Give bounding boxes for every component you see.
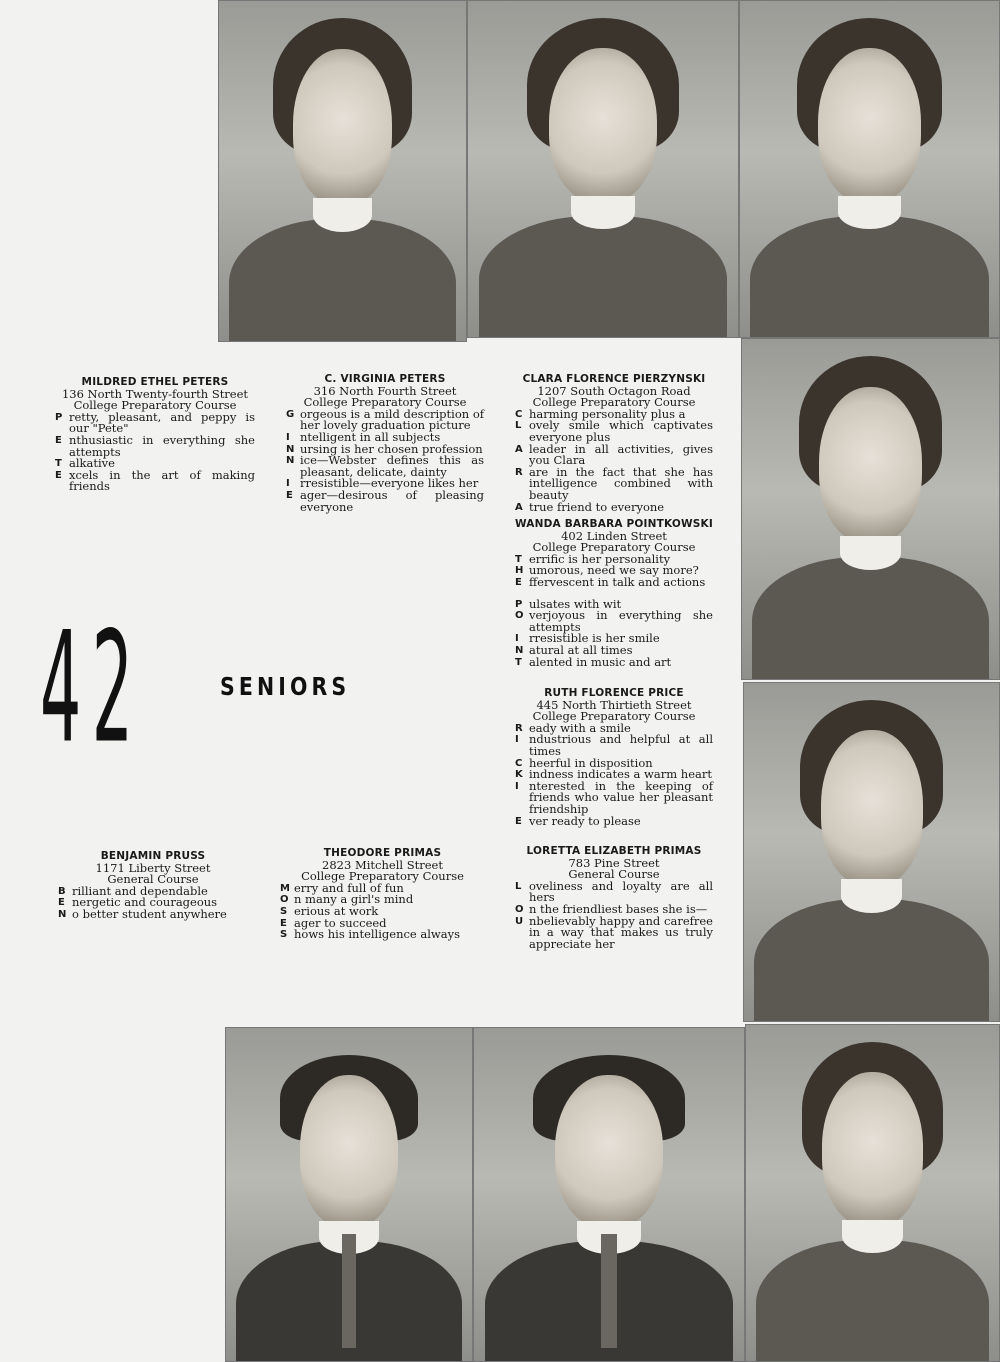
acrostic-line: E ver ready to please: [515, 813, 641, 828]
portrait-photo-loretta-primas: [745, 1024, 1000, 1362]
acrostic-line: E xcels in the art of making friends: [55, 467, 255, 494]
portrait-photo-benjamin-pruss: [225, 1027, 473, 1362]
acrostic-line: R are in the fact that she has intelligence combined with beauty: [515, 464, 713, 502]
senior-address: 402 Linden Street: [561, 528, 667, 543]
acrostic-line: E ager to succeed: [280, 915, 387, 930]
senior-address: 316 North Fourth Street: [313, 383, 457, 398]
senior-course: College Preparatory Course: [532, 540, 696, 555]
senior-entry-benjamin-pruss: [58, 851, 248, 921]
senior-course: General Course: [107, 872, 199, 887]
section-title: SENIORS: [220, 672, 351, 701]
senior-course: College Preparatory Course: [73, 398, 237, 413]
acrostic-line: A true friend to everyone: [515, 499, 665, 514]
acrostic-line: O verjoyous in everything she attempts: [515, 608, 713, 634]
senior-course: College Preparatory Course: [303, 395, 467, 410]
portrait-photo-wanda-pointkowski: [741, 338, 1000, 680]
senior-name: C. VIRGINIA PETERS: [324, 373, 446, 385]
acrostic-line: R eady with a smile: [515, 720, 631, 735]
acrostic-line: M erry and full of fun: [280, 880, 404, 895]
portrait-photo-clara-pierzynski: [739, 0, 1000, 338]
acrostic-line: P retty, pleasant, and peppy is our "Pete": [55, 409, 255, 436]
senior-address: 136 North Twenty-fourth Street: [61, 386, 249, 401]
senior-course: College Preparatory Course: [532, 709, 696, 724]
acrostic-line: P ulsates with wit: [515, 596, 622, 611]
senior-course: College Preparatory Course: [301, 869, 464, 884]
senior-entry-wanda-pointkowski: [515, 519, 713, 668]
acrostic-line: I rresistible—everyone likes her: [286, 476, 479, 491]
acrostic-line: E nthusiastic in everything she attempts: [55, 432, 255, 459]
portrait-photo-ruth-price: [743, 682, 1000, 1022]
senior-address: 1207 South Octagon Road: [537, 383, 691, 398]
senior-name: BENJAMIN PRUSS: [100, 850, 206, 862]
acrostic-line: U nbelievably happy and carefree in a way that makes us truly appreciate her: [515, 913, 713, 951]
acrostic-line: S erious at work: [280, 903, 379, 918]
acrostic-line: I nterested in the keeping of friends who value her pleasant friendship: [515, 778, 713, 816]
senior-address: 1171 Liberty Street: [95, 860, 211, 875]
acrostic-line: E ager—desirous of pleasing everyone: [286, 487, 484, 514]
senior-name: THEODORE PRIMAS: [323, 847, 442, 859]
acrostic-line: L ovely smile which captivates everyone plus: [515, 418, 713, 444]
senior-entry-clara-pierzynski: [515, 374, 713, 513]
acrostic-line: I ntelligent in all subjects: [286, 429, 441, 444]
senior-entry-mildred-peters: [55, 377, 255, 493]
acrostic-line: B rilliant and dependable: [58, 883, 208, 898]
acrostic-line: O n many a girl's mind: [280, 892, 414, 907]
acrostic-line: I rresistible is her smile: [515, 631, 660, 646]
senior-entry-virginia-peters: [286, 374, 484, 513]
acrostic-line: S hows his intelligence always: [280, 927, 461, 942]
acrostic-line: T alented in music and art: [515, 654, 672, 669]
acrostic-line: T errific is her personality: [515, 551, 671, 566]
senior-course: College Preparatory Course: [532, 395, 696, 410]
portrait-photo-theodore-primas: [473, 1027, 745, 1362]
senior-name: RUTH FLORENCE PRICE: [544, 687, 684, 699]
page-number: 42: [40, 599, 144, 778]
acrostic-line: N ice—Webster defines this as pleasant, delicate, dainty: [286, 453, 484, 479]
senior-entry-loretta-primas: [515, 846, 713, 950]
senior-course: General Course: [568, 867, 660, 882]
acrostic-line: N atural at all times: [515, 642, 633, 657]
acrostic-line: N o better student anywhere: [58, 906, 227, 921]
acrostic-line: I ndustrious and helpful at all times: [515, 732, 713, 758]
acrostic-line: E nergetic and courageous: [58, 895, 218, 910]
senior-address: 445 North Thirtieth Street: [536, 697, 692, 712]
acrostic-line: H umorous, need we say more?: [515, 563, 699, 578]
acrostic-line: G orgeous is a mild description of her lovely graduation picture: [286, 406, 485, 433]
senior-address: 2823 Mitchell Street: [322, 857, 443, 872]
portrait-photo-virginia-peters: [467, 0, 739, 338]
acrostic-line: C heerful in disposition: [515, 755, 653, 770]
acrostic-line: C harming personality plus a: [515, 406, 686, 421]
senior-name: WANDA BARBARA POINTKOWSKI: [515, 518, 713, 530]
acrostic-line: A leader in all activities, gives you Clara: [515, 441, 713, 468]
acrostic-line: L oveliness and loyalty are all hers: [515, 878, 713, 905]
acrostic-line: O n the friendliest bases she is—: [515, 901, 708, 916]
senior-address: 783 Pine Street: [568, 855, 660, 870]
senior-name: LORETTA ELIZABETH PRIMAS: [526, 845, 702, 857]
acrostic-line: T alkative: [55, 456, 115, 471]
acrostic-line: N ursing is her chosen profession: [286, 441, 483, 456]
acrostic-line: K indness indicates a warm heart: [515, 767, 712, 782]
portrait-photo-mildred-peters: [218, 0, 467, 342]
senior-entry-ruth-price: [515, 688, 713, 827]
senior-name: MILDRED ETHEL PETERS: [81, 376, 229, 388]
senior-entry-theodore-primas: [280, 848, 485, 941]
acrostic-line: E ffervescent in talk and actions: [515, 574, 706, 589]
senior-name: CLARA FLORENCE PIERZYNSKI: [522, 373, 706, 385]
